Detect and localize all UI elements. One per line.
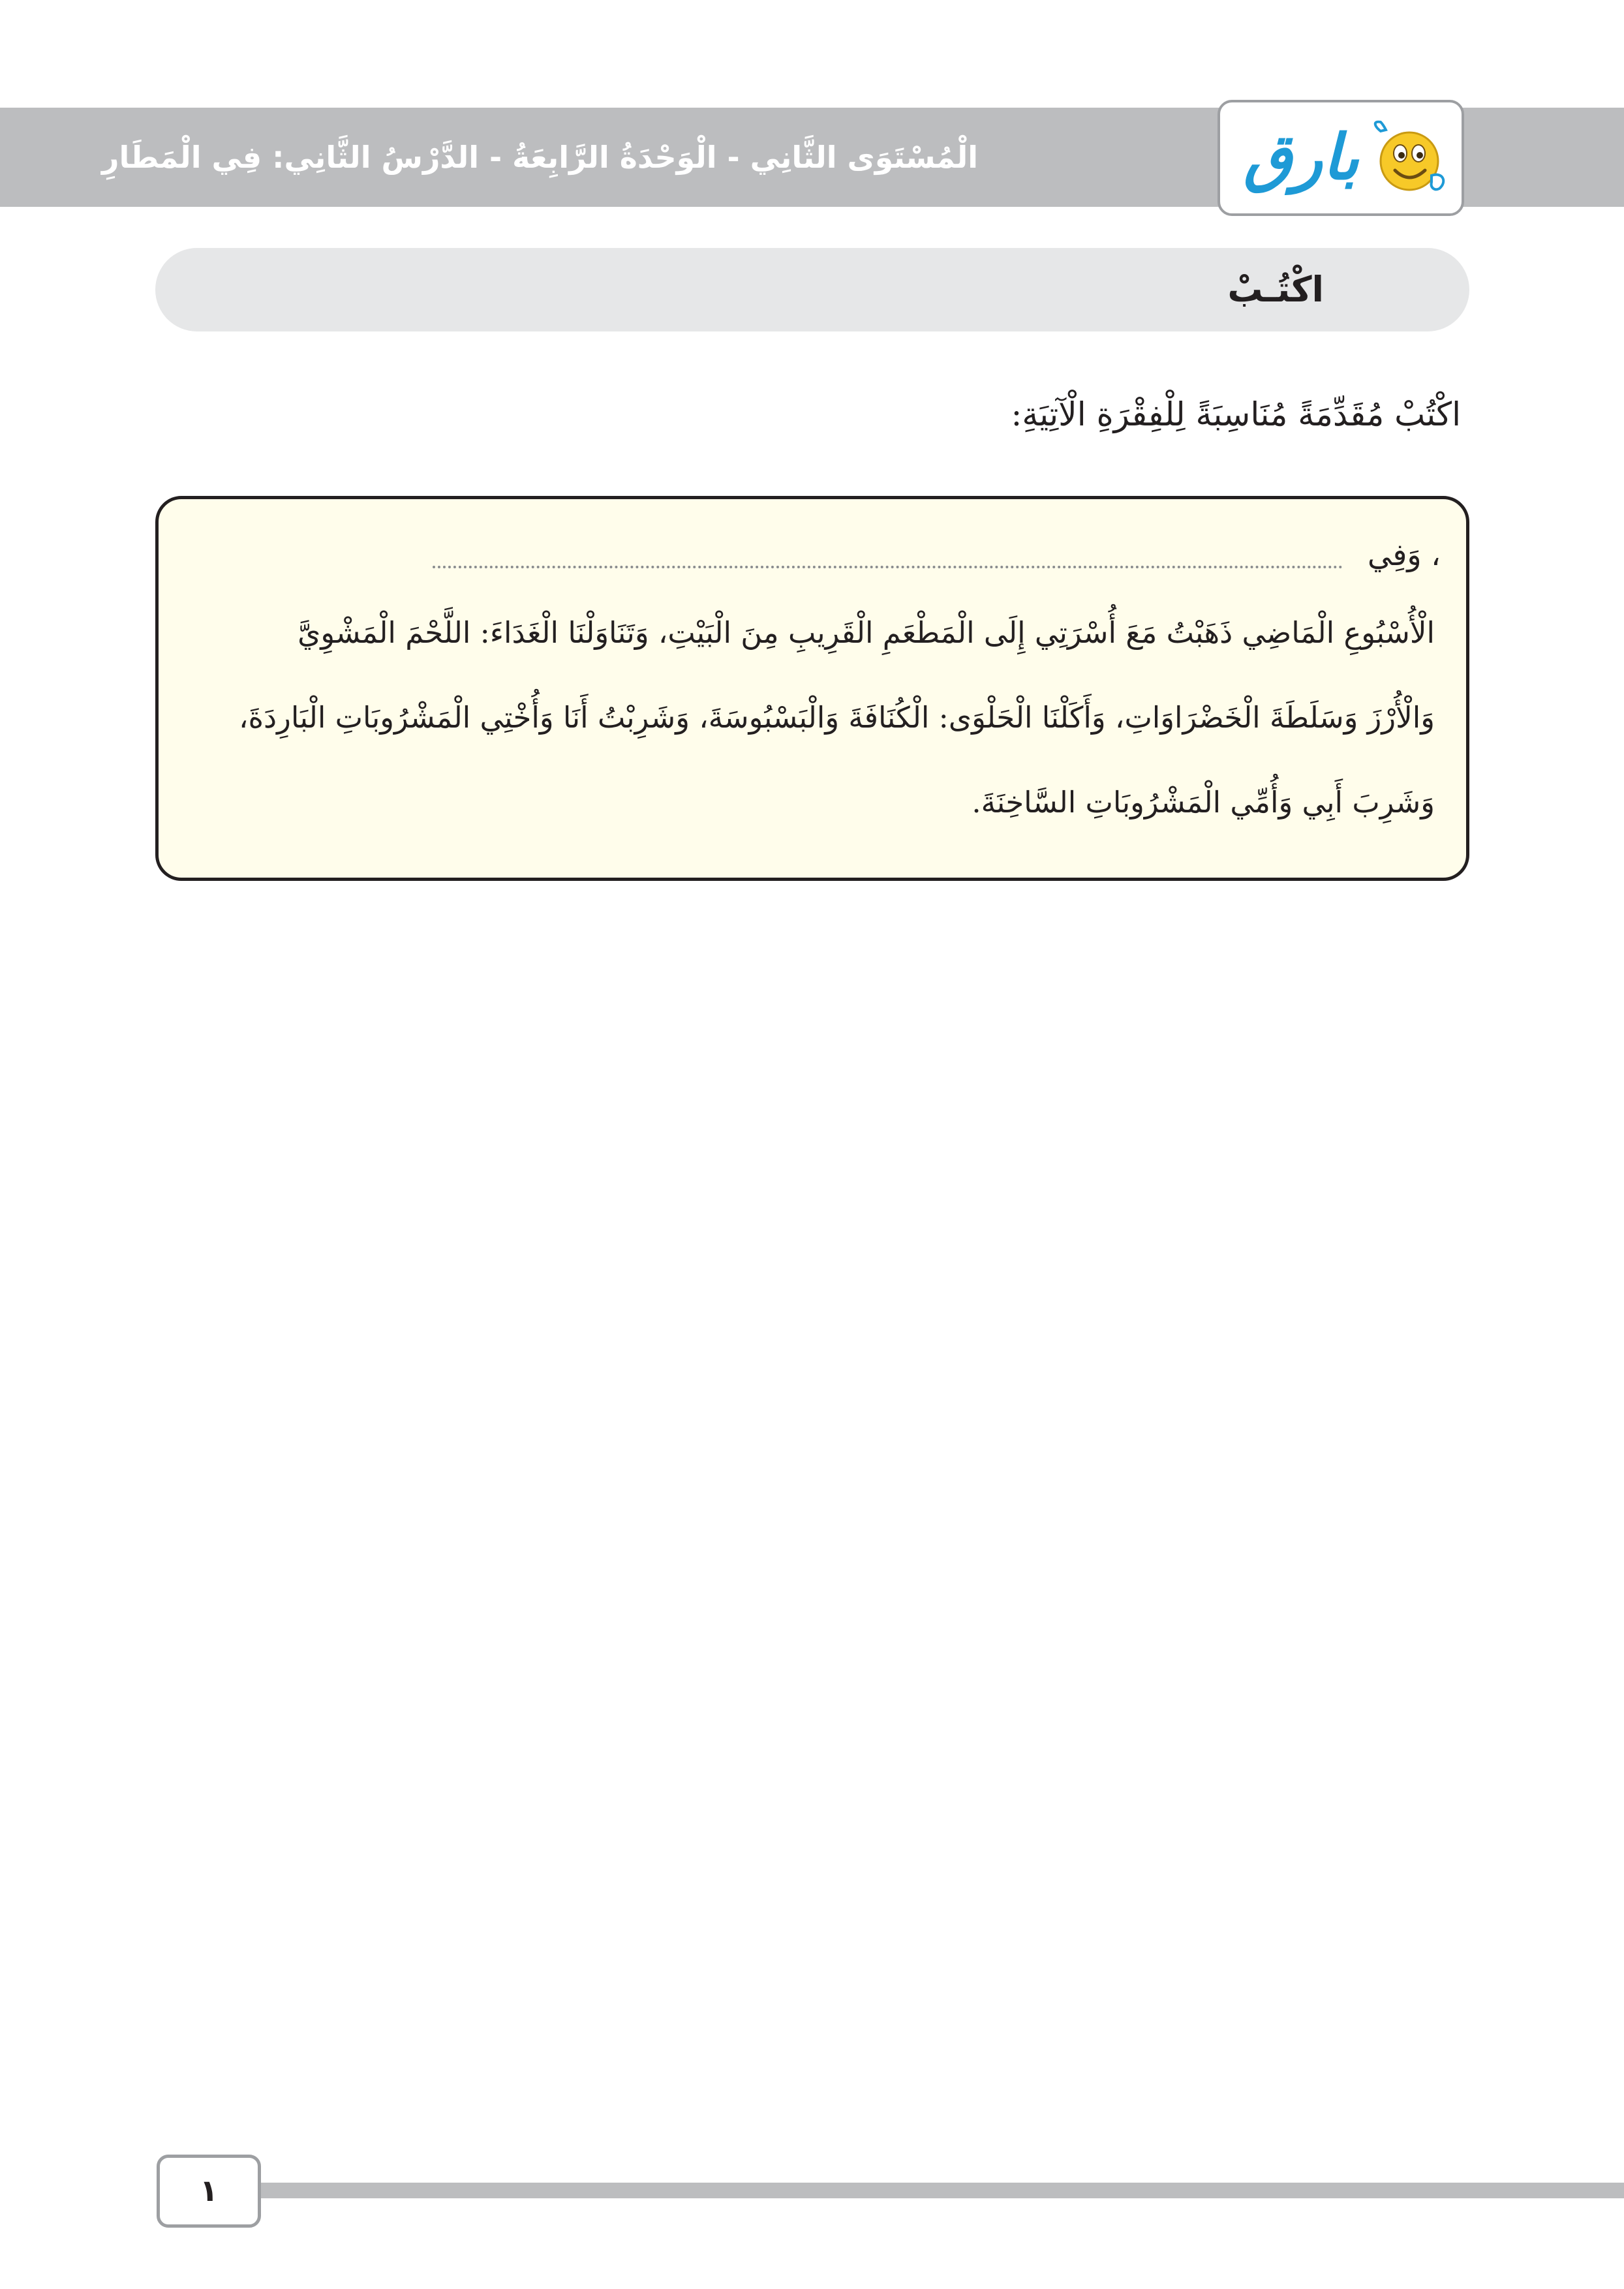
page-number: ١ [157, 2155, 261, 2228]
passage-line: الْأُسْبُوعِ الْمَاضِي ذَهَبْتُ مَعَ أُسْرَتِي إِلَى الْمَطْعَمِ الْقَرِيبِ مِنَ الْبَيْتِ، وَتَنَاوَلْنَا الْغَدَاءَ: اللَّحْمَ الْمَشْوِيَّ [298, 615, 1435, 650]
passage-line: وَشَرِبَ أَبِي وَأُمِّي الْمَشْرُوبَاتِ السَّاخِنَةَ. [972, 785, 1435, 820]
logo-text: بارق [1244, 121, 1359, 194]
instruction-text: اكْتُبْ مُقَدِّمَةً مُنَاسِبَةً لِلْفِقْرَةِ الْآتِيَةِ: [1011, 395, 1461, 433]
page-title: الْمُسْتَوَى الثَّانِي - الْوَحْدَةُ الرَّابِعَةُ - الدَّرْسُ الثَّانِي: فِي الْمَطَارِ [102, 140, 978, 175]
logo [1218, 100, 1464, 216]
answer-line [433, 525, 1441, 584]
passage-line: وَالْأُرْزَ وَسَلَطَةَ الْخَضْرَاوَاتِ، وَأَكَلْنَا الْحَلْوَى: الْكُنَافَةَ وَالْبَسْبُوسَةَ، وَشَرِبْتُ أَنَا وَأُخْتِي الْمَشْرُوبَاتِ الْبَارِدَةَ، [238, 700, 1435, 735]
passage-first-word: ، وَفِي [1367, 537, 1441, 572]
footer-line [261, 2183, 1624, 2198]
passage-box [155, 496, 1469, 881]
section-title: اكْتُـبْ [1227, 269, 1324, 310]
smiley-face-icon [1371, 119, 1450, 200]
answer-blank[interactable] [433, 566, 1343, 568]
